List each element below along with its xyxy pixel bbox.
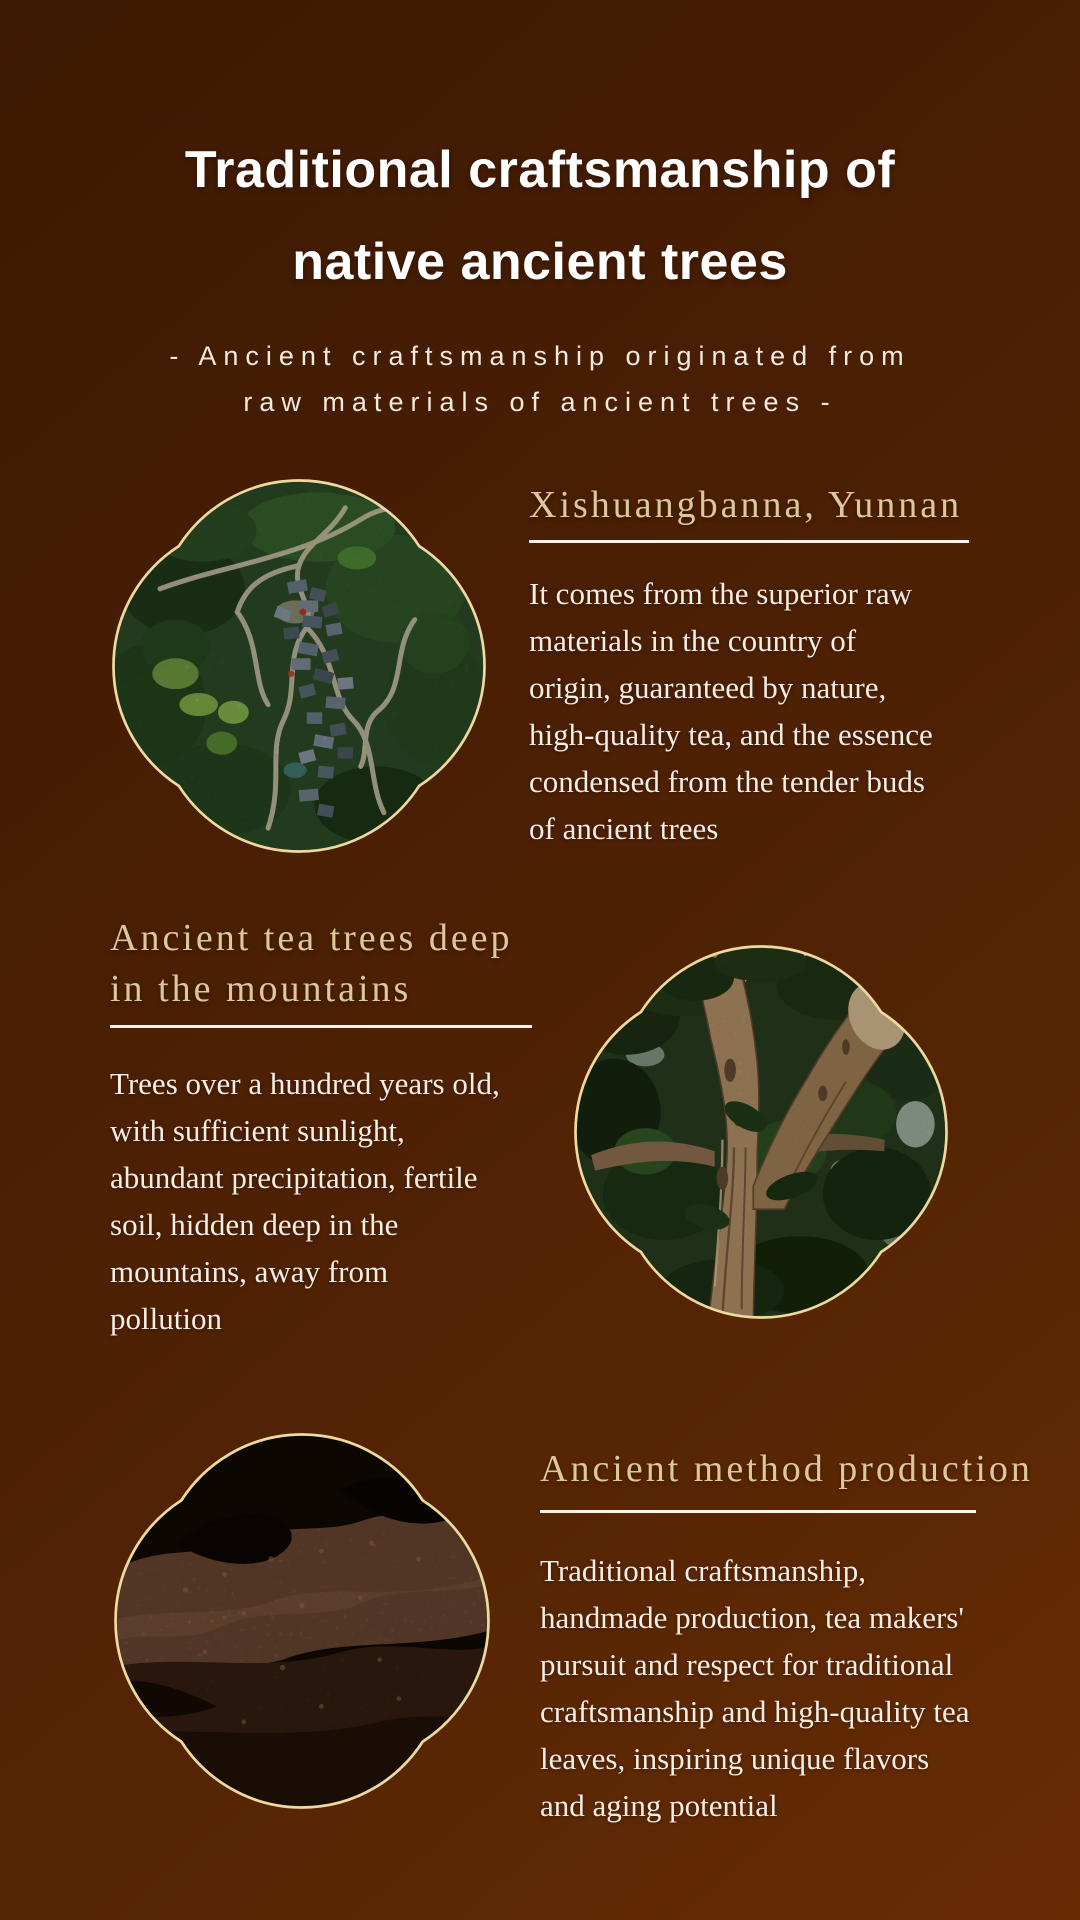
body-line: mountains, away from	[110, 1254, 389, 1289]
heading-line: Ancient tea trees deep	[110, 917, 513, 959]
body-line: with sufficient sunlight,	[110, 1113, 405, 1148]
body-line: and aging potential	[540, 1788, 778, 1823]
section-trees-body	[110, 1060, 590, 1342]
section-trees-heading	[110, 913, 590, 1015]
body-line: materials in the country of	[529, 623, 857, 658]
section-trees	[110, 913, 590, 1342]
body-line: condensed from the tender buds	[529, 764, 925, 799]
body-line: of ancient trees	[529, 811, 719, 846]
body-line: craftsmanship and high-quality tea	[540, 1694, 970, 1729]
body-line: handmade production, tea makers'	[540, 1600, 964, 1635]
section-production-underline	[540, 1510, 976, 1513]
body-line: Traditional craftsmanship,	[540, 1553, 867, 1588]
section-origin	[529, 483, 1009, 852]
heading-line: in the mountains	[110, 968, 412, 1010]
body-line: origin, guaranteed by nature,	[529, 670, 887, 705]
village-aerial-photo	[106, 473, 492, 859]
body-line: leaves, inspiring unique flavors	[540, 1741, 930, 1776]
section-origin-body	[529, 570, 1009, 852]
body-line: Trees over a hundred years old,	[110, 1066, 500, 1101]
page-title-line-1: Traditional craftsmanship of	[184, 141, 896, 199]
ancient-tea-tree-photo	[568, 939, 954, 1325]
page-subtitle-line-1: - Ancient craftsmanship originated from	[169, 341, 911, 371]
section-production	[540, 1447, 1040, 1829]
body-line: soil, hidden deep in the	[110, 1207, 399, 1242]
body-line: pollution	[110, 1301, 222, 1336]
body-line: pursuit and respect for traditional	[540, 1647, 954, 1682]
page-subtitle	[0, 333, 1080, 425]
section-production-body	[540, 1547, 1040, 1829]
body-line: high-quality tea, and the essence	[529, 717, 933, 752]
page-title-line-2: native ancient trees	[292, 233, 788, 291]
section-origin-heading: Xishuangbanna, Yunnan	[529, 484, 963, 526]
tea-leaves-pile-photo	[108, 1427, 496, 1815]
body-line: It comes from the superior raw	[529, 576, 913, 611]
section-production-heading: Ancient method production	[540, 1448, 1033, 1490]
body-line: abundant precipitation, fertile	[110, 1160, 478, 1195]
section-trees-underline	[110, 1025, 532, 1028]
hero	[0, 124, 1080, 425]
page-subtitle-line-2: raw materials of ancient trees -	[243, 387, 837, 417]
section-origin-underline	[529, 540, 969, 543]
